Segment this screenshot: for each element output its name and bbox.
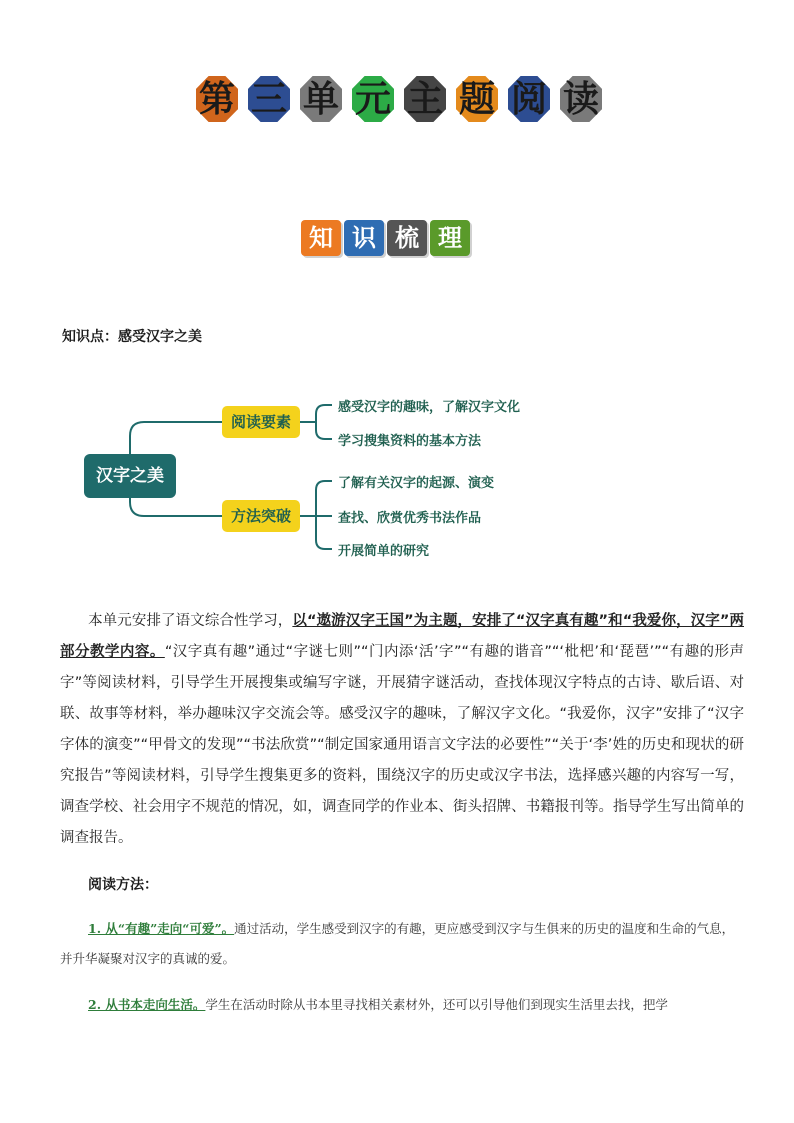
paragraph-body: “汉字真有趣”通过“字谜七则”“门内添‘活’字”“有趣的谐音”“‘枇杷’和‘琵琶’”“有趣的形声字”等阅读材料，引导学生开展搜集或编写字谜，开展猜字谜活动，查找体现汉字特点的古诗、歇后语、对联、故事等材料，举办趣味汉字交流会等。感受汉字的趣味，了解汉字文化。“我爱你，汉字”安排了“汉字字体的演变”“甲骨文的发现”“书法欣赏”“制定国家通用语言文字法的必要性”“关于‘李’姓的历史和现状的研究报告”等阅读材料，引导学生搜集更多的资料，围绕汉字的历史或汉字书法，选择感兴趣的内容写一写，调查学校、社会用字不规范的情况，如，调查同学的作业本、街头招牌、书籍报刊等。指导学生写出简单的调查报告。: [60, 644, 744, 846]
unit-overview-paragraph: [60, 606, 744, 854]
method-lead: 2. 从书本走向生活。: [88, 997, 206, 1012]
title-char: 元: [354, 78, 391, 120]
title-tile: [556, 74, 606, 124]
title-tile: [504, 74, 554, 124]
title-tile: [192, 74, 242, 124]
subtitle-badge-1: [301, 220, 341, 256]
unit-title: [192, 74, 612, 126]
subtitle-char: 梳: [395, 223, 419, 252]
mind-map-branch-method-breakthrough: 方法突破: [222, 500, 300, 532]
title-tile: [452, 74, 502, 124]
subtitle-char: 识: [352, 223, 376, 252]
section-title-knowledge-review: [301, 220, 471, 258]
method-text: 通过活动，学生感受到汉字的有趣，更应感受到汉字与生俱来的历史的温度和生命的气息，并升华凝聚对汉字的真诚的爱。: [60, 921, 735, 966]
method-text: 学生在活动时除从书本里寻找相关素材外，还可以引导他们到现实生活里去找，把学: [205, 997, 668, 1012]
connector-leaf-1-1: [316, 405, 332, 414]
mind-map-leaf: 学习搜集资料的基本方法: [338, 434, 482, 449]
paragraph-lead: 以“遨游汉字王国”为主题，安排了“汉字真有趣”和“我爱你，汉字”两部分教学内容。: [60, 613, 744, 660]
title-char: 主: [406, 78, 443, 120]
subtitle-badge-3: [387, 220, 427, 256]
title-char: 第: [198, 78, 235, 120]
mind-map-leaf: 了解有关汉字的起源、演变: [338, 476, 495, 491]
mind-map-branch-reading-elements: 阅读要素: [222, 406, 300, 438]
reading-method-item: [60, 990, 746, 1020]
title-tile: [296, 74, 346, 124]
subtitle-char: 理: [438, 223, 462, 252]
title-char: 读: [562, 78, 599, 120]
mind-map: [80, 388, 550, 568]
connector-root-branch1: [130, 422, 222, 454]
connector-leaf-2-1: [316, 481, 332, 490]
subtitle-char: 知: [309, 223, 333, 252]
title-char: 三: [250, 78, 287, 120]
title-tile: [400, 74, 450, 124]
reading-method-item: [60, 914, 746, 974]
subtitle-badge-4: [430, 220, 470, 256]
method-lead: 1. 从“有趣”走向“可爱”。: [88, 921, 235, 936]
subtitle-badge-2: [344, 220, 384, 256]
mind-map-leaf: 感受汉字的趣味，了解汉字文化: [338, 400, 521, 415]
paragraph-prefix: 本单元安排了语文综合性学习，: [88, 613, 293, 629]
title-char: 阅: [510, 78, 547, 120]
connector-root-branch2: [130, 498, 222, 516]
title-tile: [348, 74, 398, 124]
title-tile: [244, 74, 294, 124]
title-char: 题: [458, 78, 495, 120]
mind-map-leaf: 查找、欣赏优秀书法作品: [338, 511, 482, 526]
mind-map-leaf: 开展简单的研究: [338, 544, 430, 559]
title-char: 单: [302, 78, 339, 120]
knowledge-point-heading: 知识点：感受汉字之美: [62, 329, 202, 345]
mind-map-root: 汉字之美: [84, 454, 176, 498]
connector-leaf-1-2: [316, 430, 332, 439]
reading-method-heading: 阅读方法：: [88, 877, 158, 893]
connector-leaf-2-3: [316, 540, 332, 549]
